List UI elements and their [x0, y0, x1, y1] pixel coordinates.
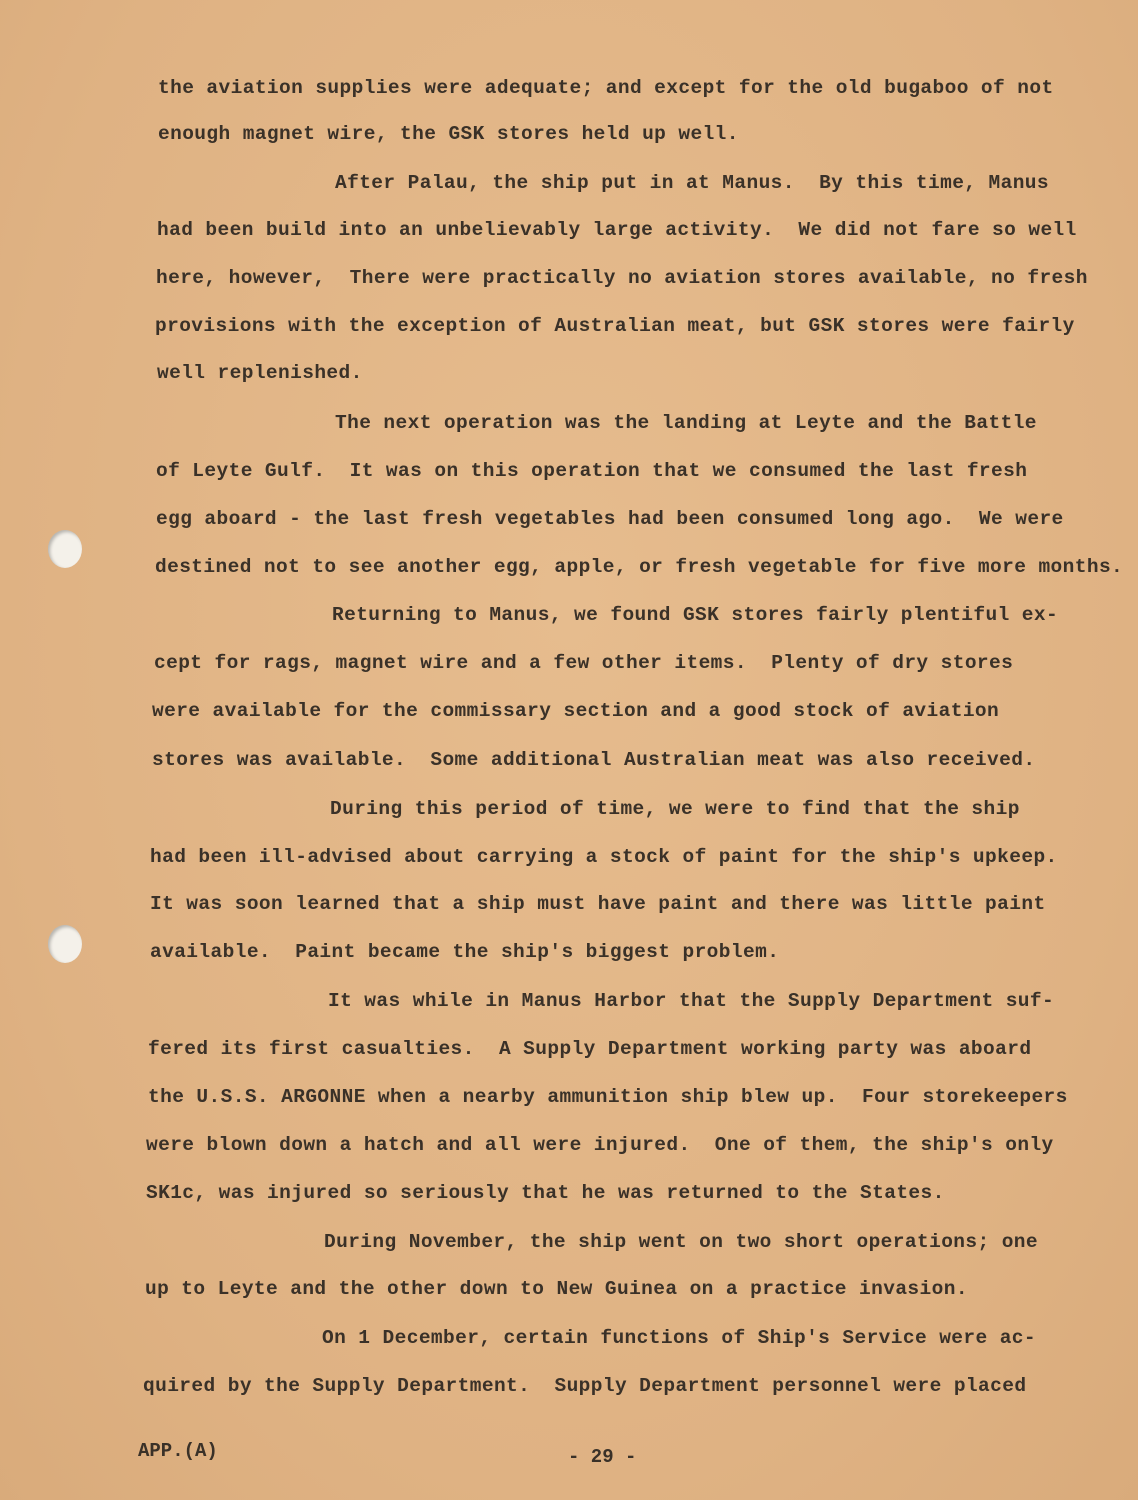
- text-line: of Leyte Gulf. It was on this operation that we consumed the last fresh: [156, 460, 1028, 482]
- text-line: SK1c, was injured so seriously that he was returned to the States.: [146, 1182, 945, 1204]
- page-number: - 29 -: [568, 1446, 637, 1468]
- text-line: After Palau, the ship put in at Manus. By this time, Manus: [335, 172, 1050, 194]
- text-line: available. Paint became the ship's biggest problem.: [150, 941, 780, 963]
- text-line: enough magnet wire, the GSK stores held up well.: [158, 123, 739, 145]
- text-line: the aviation supplies were adequate; and except for the old bugaboo of not: [158, 77, 1054, 99]
- text-line: During this period of time, we were to find that the ship: [330, 798, 1020, 820]
- text-line: were blown down a hatch and all were injured. One of them, the ship's only: [146, 1134, 1054, 1156]
- text-line: up to Leyte and the other down to New Guinea on a practice invasion.: [145, 1278, 968, 1300]
- punch-hole: [48, 530, 82, 568]
- text-line: the U.S.S. ARGONNE when a nearby ammunition ship blew up. Four storekeepers: [148, 1086, 1068, 1108]
- text-line: stores was available. Some additional Australian meat was also received.: [152, 749, 1036, 771]
- text-line: here, however, There were practically no aviation stores available, no fresh: [156, 267, 1088, 289]
- text-line: quired by the Supply Department. Supply Department personnel were placed: [143, 1375, 1027, 1397]
- text-line: Returning to Manus, we found GSK stores fairly plentiful ex-: [332, 604, 1059, 626]
- text-line: had been ill-advised about carrying a stock of paint for the ship's upkeep.: [150, 846, 1058, 868]
- text-line: egg aboard - the last fresh vegetables had been consumed long ago. We were: [156, 508, 1064, 530]
- text-line: provisions with the exception of Australian meat, but GSK stores were fairly: [155, 315, 1075, 337]
- text-line: had been build into an unbelievably large activity. We did not fare so well: [157, 219, 1077, 241]
- text-line: It was soon learned that a ship must have paint and there was little paint: [150, 893, 1046, 915]
- text-line: were available for the commissary section and a good stock of aviation: [152, 700, 1000, 722]
- text-line: During November, the ship went on two short operations; one: [324, 1231, 1039, 1253]
- text-line: fered its first casualties. A Supply Department working party was aboard: [148, 1038, 1032, 1060]
- text-line: The next operation was the landing at Leyte and the Battle: [335, 412, 1037, 434]
- text-line: It was while in Manus Harbor that the Supply Department suf-: [328, 990, 1055, 1012]
- text-line: cept for rags, magnet wire and a few other items. Plenty of dry stores: [154, 652, 1014, 674]
- text-line: On 1 December, certain functions of Ship's Service were ac-: [322, 1327, 1037, 1349]
- text-line: well replenished.: [157, 362, 363, 384]
- appendix-label: APP.(A): [138, 1440, 218, 1462]
- punch-hole: [48, 925, 82, 963]
- text-line: destined not to see another egg, apple, or fresh vegetable for five more months.: [155, 556, 1124, 578]
